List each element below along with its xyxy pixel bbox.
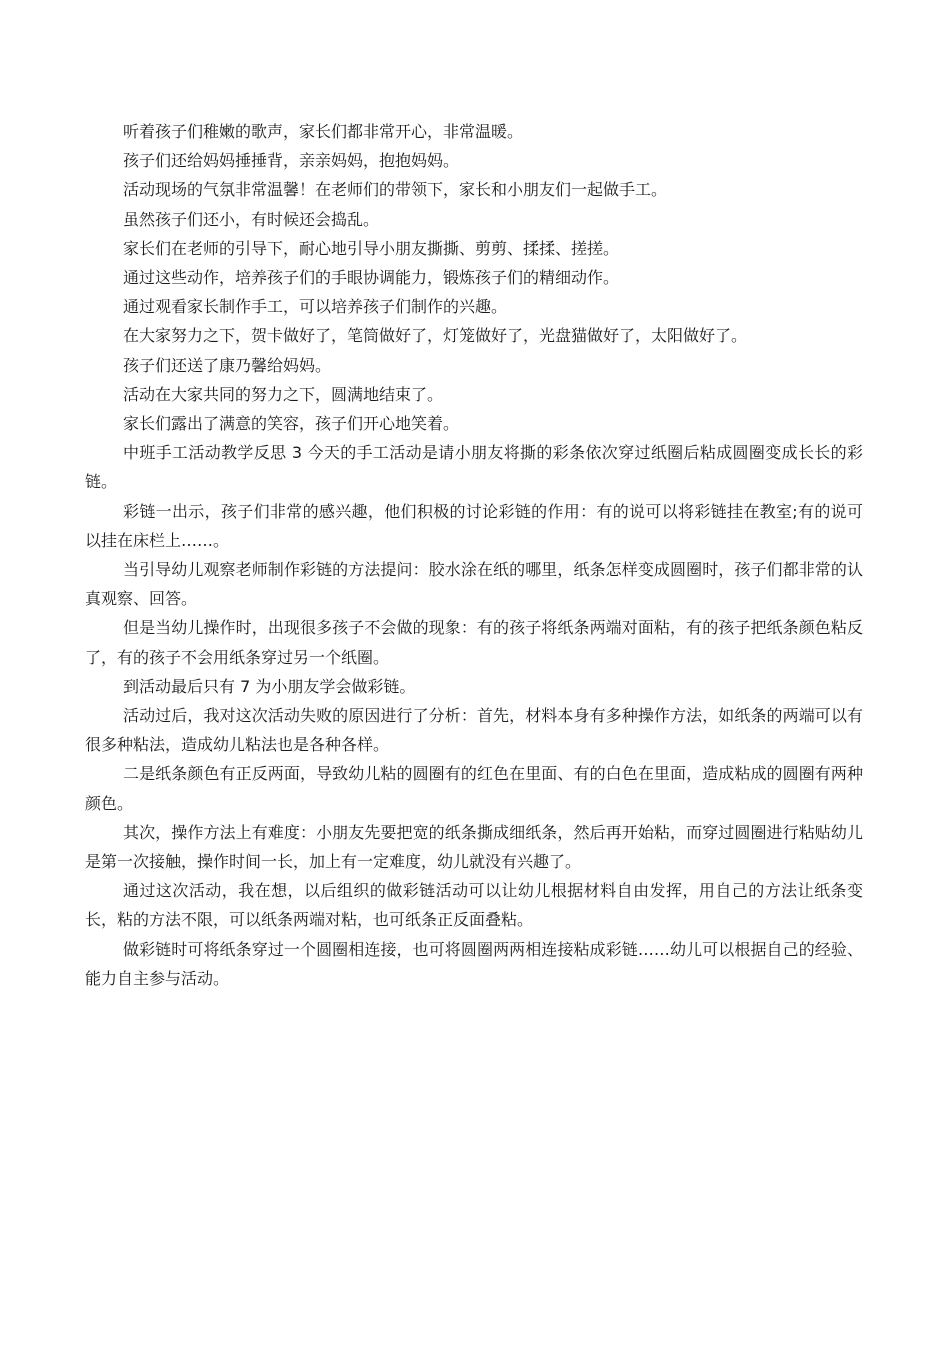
paragraph: 二是纸条颜色有正反两面，导致幼儿粘的圆圈有的红色在里面、有的白色在里面，造成粘成的圆圈有两种颜色。	[85, 764, 863, 813]
paragraph: 家长们露出了满意的笑容，孩子们开心地笑着。	[123, 414, 460, 434]
paragraph: 但是当幼儿操作时，出现很多孩子不会做的现象：有的孩子将纸条两端对面粘，有的孩子把纸条颜色粘反了，有的孩子不会用纸条穿过另一个纸圈。	[85, 618, 863, 667]
paragraph: 活动过后，我对这次活动失败的原因进行了分析：首先，材料本身有多种操作方法，如纸条的两端可以有很多种粘法，造成幼儿粘法也是各种各样。	[85, 706, 863, 755]
document-body	[85, 117, 863, 993]
paragraph: 当引导幼儿观察老师制作彩链的方法提问：胶水涂在纸的哪里，纸条怎样变成圆圈时，孩子们都非常的认真观察、回答。	[85, 560, 863, 609]
paragraph: 中班手工活动教学反思 3 今天的手工活动是请小朋友将撕的彩条依次穿过纸圈后粘成圆圈变成长长的彩链。	[85, 443, 863, 492]
paragraph: 到活动最后只有 7 为小朋友学会做彩链。	[123, 676, 416, 696]
paragraph: 听着孩子们稚嫩的歌声，家长们都非常开心，非常温暖。	[123, 122, 524, 141]
paragraph: 家长们在老师的引导下，耐心地引导小朋友撕撕、剪剪、揉揉、搓搓。	[123, 238, 620, 258]
paragraph: 通过这次活动，我在想，以后组织的做彩链活动可以让幼儿根据材料自由发挥，用自己的方法让纸条变长，粘的方法不限，可以纸条两端对粘，也可纸条正反面叠粘。	[85, 881, 863, 930]
paragraph: 通过这些动作，培养孩子们的手眼协调能力，锻炼孩子们的精细动作。	[123, 268, 620, 288]
paragraph: 活动在大家共同的努力之下，圆满地结束了。	[123, 384, 444, 404]
paragraph: 通过观看家长制作手工，可以培养孩子们制作的兴趣。	[123, 297, 508, 317]
paragraph: 虽然孩子们还小，有时候还会捣乱。	[123, 209, 380, 229]
paragraph: 孩子们还送了康乃馨给妈妈。	[123, 355, 332, 375]
paragraph: 在大家努力之下，贺卡做好了，笔筒做好了，灯笼做好了，光盘猫做好了，太阳做好了。	[123, 326, 748, 346]
paragraph: 孩子们还给妈妈捶捶背，亲亲妈妈，抱抱妈妈。	[123, 151, 460, 171]
paragraph: 其次，操作方法上有难度：小朋友先要把宽的纸条撕成细纸条，然后再开始粘，而穿过圆圈进行粘贴幼儿是第一次接触，操作时间一长，加上有一定难度，幼儿就没有兴趣了。	[85, 822, 863, 872]
paragraph: 做彩链时可将纸条穿过一个圆圈相连接，也可将圆圈两两相连接粘成彩链……幼儿可以根据自己的经验、能力自主参与活动。	[85, 939, 863, 988]
paragraph: 彩链一出示，孩子们非常的感兴趣，他们积极的讨论彩链的作用：有的说可以将彩链挂在教室;有的说可以挂在床栏上……。	[85, 501, 863, 550]
paragraph: 活动现场的气氛非常温馨！在老师们的带领下，家长和小朋友们一起做手工。	[123, 180, 668, 200]
